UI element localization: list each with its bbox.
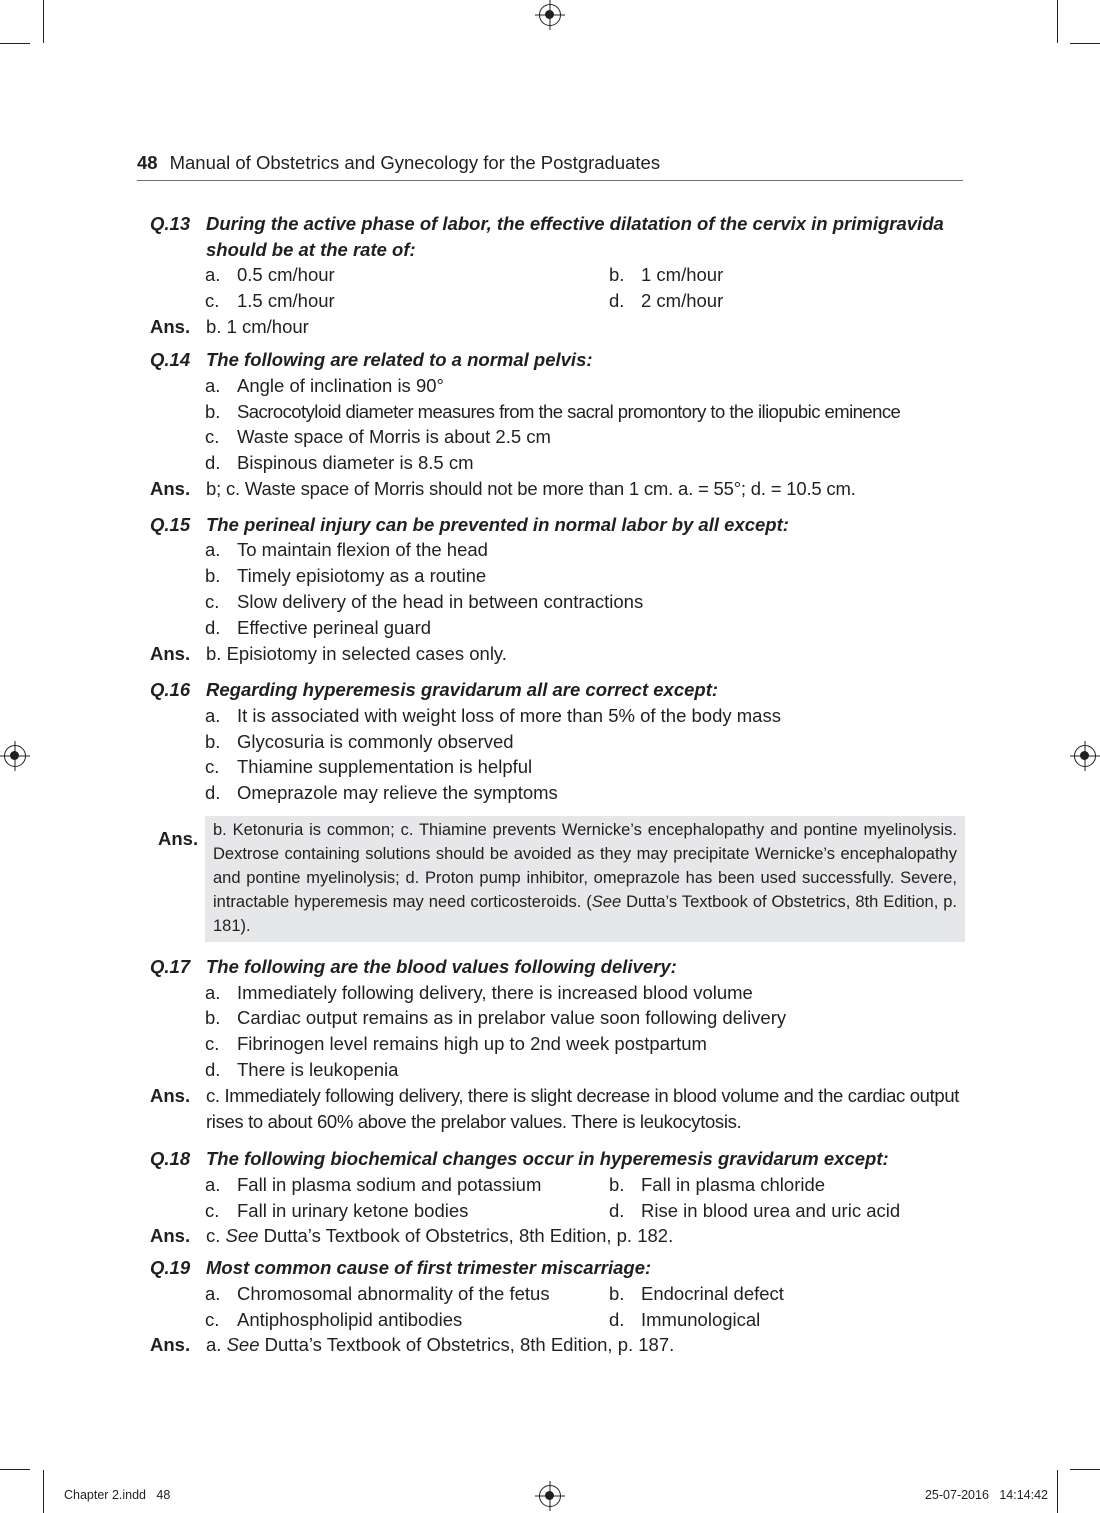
option-text: Fall in plasma chloride xyxy=(641,1173,826,1195)
question-text: The perineal injury can be prevented in normal labor by all except: xyxy=(206,513,789,535)
option-list xyxy=(205,703,965,806)
option xyxy=(205,703,965,729)
question-text: During the active phase of labor, the effective dilatation of the cervix in primigravida should be at the rate of: xyxy=(206,213,944,260)
option xyxy=(205,399,965,425)
option-list xyxy=(205,537,965,640)
answer-label: Ans. xyxy=(150,478,191,500)
option-list xyxy=(205,373,965,476)
option-text: There is leukopenia xyxy=(237,1058,399,1080)
option-letter: b. xyxy=(609,1282,625,1304)
option xyxy=(609,1307,965,1333)
option-text: Antiphospholipid antibodies xyxy=(237,1308,463,1330)
registration-mark-icon xyxy=(539,4,561,26)
option xyxy=(205,615,965,641)
option-letter: c. xyxy=(205,1033,220,1055)
answer-text: Dutta’s Textbook of Obstetrics, 8th Edition, p. 181). xyxy=(213,893,958,936)
option-grid xyxy=(205,1172,965,1224)
option-grid xyxy=(205,1281,965,1333)
option xyxy=(205,288,609,314)
answer-text: b; c. Waste space of Morris should not be more than 1 cm. a. = 55°; d. = 10.5 cm. xyxy=(206,478,856,500)
answer-prefix: c. xyxy=(206,1225,226,1247)
option-letter: a. xyxy=(205,704,221,726)
question-text: Most common cause of first trimester miscarriage: xyxy=(206,1257,652,1279)
option xyxy=(205,563,965,589)
option-letter: c. xyxy=(205,1308,220,1330)
option-letter: b. xyxy=(205,565,221,587)
option-letter: c. xyxy=(205,426,220,448)
option xyxy=(205,450,965,476)
answer-text xyxy=(206,1332,965,1358)
option-letter: a. xyxy=(205,539,221,561)
option-letter: c. xyxy=(205,756,220,778)
slug-file-name: Chapter 2.indd 48 xyxy=(64,1488,171,1502)
answer-label: Ans. xyxy=(150,642,191,664)
answer-label: Ans. xyxy=(150,315,191,337)
see-reference: See xyxy=(225,1225,259,1247)
option-letter: b. xyxy=(205,400,221,422)
answer-text: b. 1 cm/hour xyxy=(206,315,309,337)
answer-label: Ans. xyxy=(158,828,199,850)
crop-mark xyxy=(1057,1470,1058,1513)
option-text: Angle of inclination is 90° xyxy=(237,374,444,396)
option-letter: b. xyxy=(205,730,221,752)
answer-box-text xyxy=(213,818,957,938)
option xyxy=(205,1005,965,1031)
option-text: Thiamine supplementation is helpful xyxy=(237,756,533,778)
option xyxy=(205,589,965,615)
option-text: Timely episiotomy as a routine xyxy=(237,565,487,587)
option-text: Glycosuria is commonly observed xyxy=(237,730,514,752)
crop-mark xyxy=(1057,0,1058,43)
option-text: Immunological xyxy=(641,1308,761,1330)
option-letter: a. xyxy=(205,981,221,1003)
option xyxy=(609,1281,965,1307)
question-number: Q.17 xyxy=(150,956,191,978)
option-letter: b. xyxy=(205,1007,221,1029)
answer xyxy=(150,476,965,502)
option-text: Immediately following delivery, there is increased blood volume xyxy=(237,981,753,1003)
option xyxy=(205,980,965,1006)
question-number: Q.18 xyxy=(150,1148,191,1170)
question-text: The following are the blood values following delivery: xyxy=(206,956,677,978)
option-letter: a. xyxy=(205,1282,221,1304)
option-letter: d. xyxy=(205,452,221,474)
option-letter: d. xyxy=(205,1058,221,1080)
option-text: 1.5 cm/hour xyxy=(237,289,335,311)
option-letter: c. xyxy=(205,289,220,311)
answer-label: Ans. xyxy=(150,1084,191,1106)
option-text: Endocrinal defect xyxy=(641,1282,784,1304)
option-text: Bispinous diameter is 8.5 cm xyxy=(237,452,474,474)
question-heading xyxy=(150,1146,965,1172)
option xyxy=(205,424,965,450)
question-number: Q.14 xyxy=(150,349,191,371)
option xyxy=(205,1307,609,1333)
answer xyxy=(150,314,965,340)
option xyxy=(205,262,609,288)
see-reference: See xyxy=(226,1334,260,1356)
answer xyxy=(150,1223,965,1249)
option-letter: c. xyxy=(205,1199,220,1221)
question-heading xyxy=(150,211,965,262)
registration-mark-icon xyxy=(1074,745,1096,767)
option-letter: a. xyxy=(205,264,221,285)
crop-mark xyxy=(43,0,44,43)
option-grid xyxy=(205,262,965,314)
option-letter: b. xyxy=(609,264,625,285)
running-header xyxy=(137,152,963,181)
option xyxy=(205,780,965,806)
option xyxy=(205,754,965,780)
crop-mark xyxy=(43,1470,44,1513)
option xyxy=(205,1172,609,1198)
question-number: Q.16 xyxy=(150,679,191,701)
answer xyxy=(150,641,965,667)
option-list xyxy=(205,980,965,1083)
option-letter: a. xyxy=(205,1173,221,1195)
answer-text xyxy=(206,1223,965,1249)
option xyxy=(609,262,965,288)
answer-prefix: a. xyxy=(206,1334,227,1356)
question-heading xyxy=(150,512,965,538)
question-number: Q.13 xyxy=(150,213,191,234)
question-text: The following biochemical changes occur in hyperemesis gravidarum except: xyxy=(206,1148,889,1170)
option-text: Omeprazole may relieve the symptoms xyxy=(237,782,558,804)
option-text: 0.5 cm/hour xyxy=(237,264,335,285)
option-letter: a. xyxy=(205,374,221,396)
option xyxy=(205,1057,965,1083)
answer-text: b. Episiotomy in selected cases only. xyxy=(206,642,507,664)
answer-reference: Dutta’s Textbook of Obstetrics, 8th Edition, p. 187. xyxy=(259,1334,675,1356)
answer xyxy=(150,1332,965,1358)
option-text: Slow delivery of the head in between contractions xyxy=(237,590,644,612)
option xyxy=(609,1198,965,1224)
crop-mark xyxy=(0,1469,30,1470)
question-number: Q.19 xyxy=(150,1257,191,1279)
option-text: Waste space of Morris is about 2.5 cm xyxy=(237,426,551,448)
answer-text: c. Immediately following delivery, there is slight decrease in blood volume and the cardiac output rises to about 60% above the prelabor values. There is leukocytosis. xyxy=(206,1084,960,1132)
option-letter: d. xyxy=(609,1308,625,1330)
option-text: To maintain flexion of the head xyxy=(237,539,488,561)
answer-label: Ans. xyxy=(150,1225,191,1247)
answer xyxy=(150,1083,965,1135)
option-letter: d. xyxy=(205,616,221,638)
option-letter: d. xyxy=(609,289,625,311)
page-number: 48 xyxy=(137,152,158,173)
option-letter: c. xyxy=(205,590,220,612)
crop-mark xyxy=(1070,1469,1100,1470)
option-text: It is associated with weight loss of more than 5% of the body mass xyxy=(237,704,781,726)
answer-label: Ans. xyxy=(150,1334,191,1356)
option-text: Sacrocotyloid diameter measures from the sacral promontory to the iliopubic eminence xyxy=(237,400,901,422)
option-text: 2 cm/hour xyxy=(641,289,724,311)
crop-mark xyxy=(0,43,30,44)
option xyxy=(205,373,965,399)
question-text: Regarding hyperemesis gravidarum all are correct except: xyxy=(206,679,719,701)
slug-timestamp: 25-07-2016 14:14:42 xyxy=(924,1488,1048,1502)
question-heading xyxy=(150,347,965,373)
option-text: Chromosomal abnormality of the fetus xyxy=(237,1282,550,1304)
option-text: Fibrinogen level remains high up to 2nd week postpartum xyxy=(237,1033,707,1055)
option xyxy=(205,537,965,563)
question-text: The following are related to a normal pelvis: xyxy=(206,349,593,371)
option-text: Effective perineal guard xyxy=(237,616,432,638)
option-letter: d. xyxy=(609,1199,625,1221)
option-text: Fall in urinary ketone bodies xyxy=(237,1199,469,1221)
question-heading xyxy=(150,677,965,703)
option xyxy=(609,1172,965,1198)
option xyxy=(205,1198,609,1224)
question-heading xyxy=(150,954,965,980)
option-letter: d. xyxy=(205,782,221,804)
option-text: Rise in blood urea and uric acid xyxy=(641,1199,901,1221)
registration-mark-icon xyxy=(4,745,26,767)
option xyxy=(205,1031,965,1057)
option xyxy=(205,1281,609,1307)
question-heading xyxy=(150,1255,965,1281)
answer-text: b. Ketonuria is common; c. Thiamine prevents Wernicke’s encephalopathy and pontine myelinolysis. Dextrose containing solutions should be avoided as they may precipitate Wernicke’s encephalopathy and pontine myelinolysis; d. Proton pump inhibitor, omeprazole has been used successfully. Severe, intractable hyperemesis may need corticosteroids. ( xyxy=(213,821,957,912)
crop-mark xyxy=(1070,43,1100,44)
question-list xyxy=(150,211,965,1358)
book-title: Manual of Obstetrics and Gynecology for the Postgraduates xyxy=(169,152,661,173)
option-text: 1 cm/hour xyxy=(641,264,724,285)
option-letter: b. xyxy=(609,1173,625,1195)
answer-reference: Dutta’s Textbook of Obstetrics, 8th Edition, p. 182. xyxy=(258,1225,674,1247)
answer-box xyxy=(205,816,965,942)
registration-mark-icon xyxy=(539,1485,561,1507)
see-reference: See xyxy=(591,893,622,912)
question-number: Q.15 xyxy=(150,513,191,535)
option xyxy=(205,729,965,755)
option xyxy=(609,288,965,314)
option-text: Fall in plasma sodium and potassium xyxy=(237,1173,542,1195)
option-text: Cardiac output remains as in prelabor value soon following delivery xyxy=(237,1007,787,1029)
